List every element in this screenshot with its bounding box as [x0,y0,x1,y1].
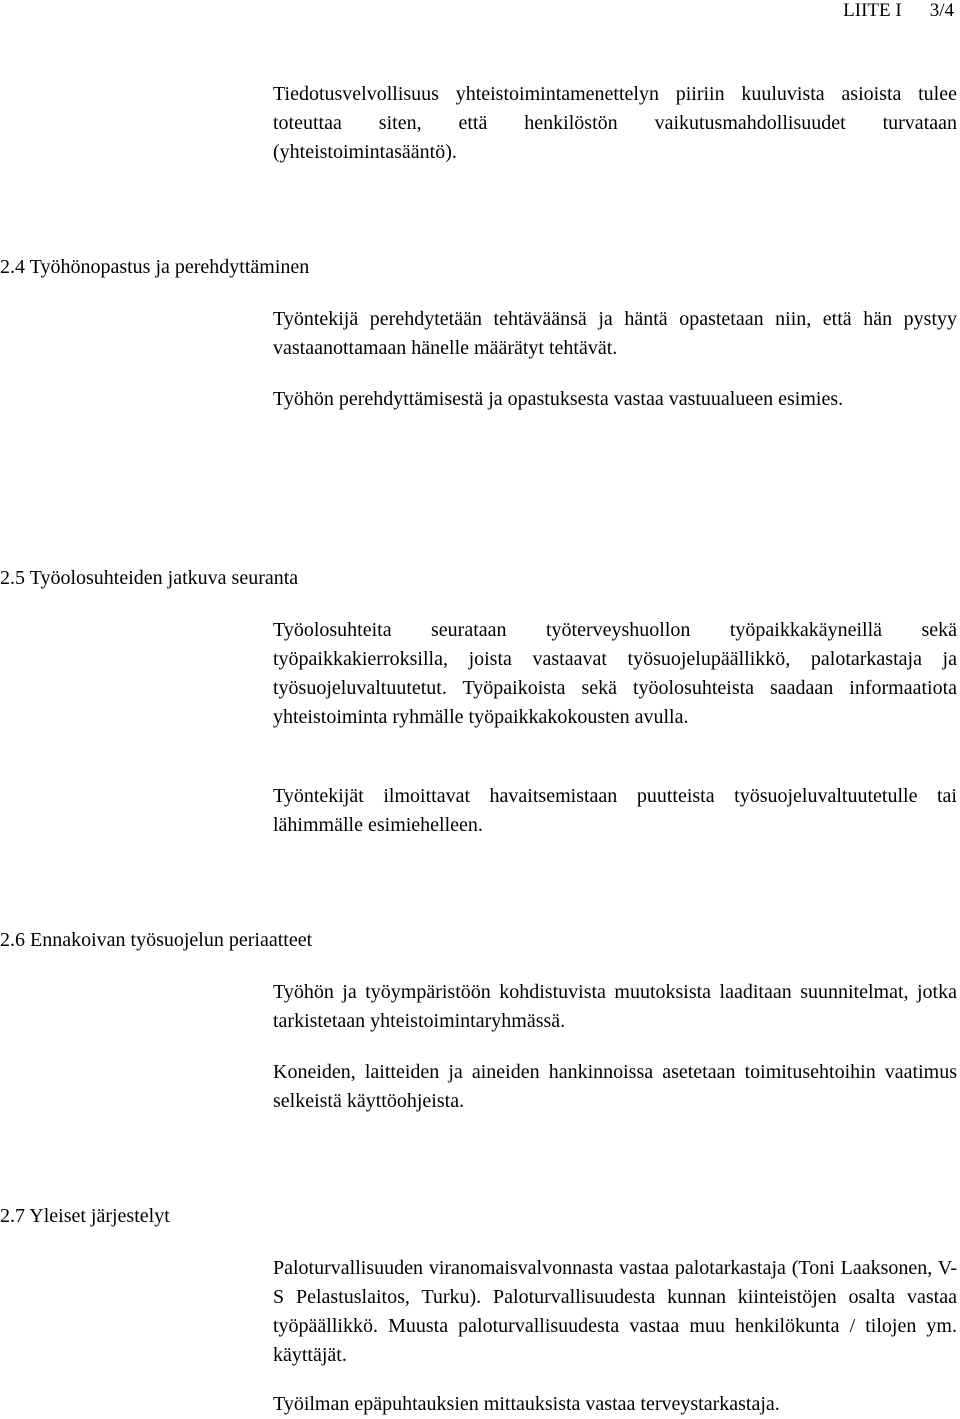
section-2-7-paragraph-2: Työilman epäpuhtauksien mittauksista vastaa terveystarkastaja. [273,1393,780,1415]
section-heading-2-5: 2.5 Työolosuhteiden jatkuva seuranta [0,567,299,589]
section-2-7-paragraph-1: Paloturvallisuuden viranomaisvalvonnasta vastaa palotarkastaja (Toni Laaksonen, V-S Pelastuslaitos, Turku). Paloturvallisuudesta kunnan kiinteistöjen osalta vastaa työpäällikkö. Muusta paloturvallisuudesta vastaa muu henkilökunta / tilojen ym. käyttäjät. [273,1257,957,1366]
page-header [843,0,954,22]
section-2-5-paragraph-2: Työntekijät ilmoittavat havaitsemistaan puutteista työsuojeluvaltuutetulle tai lähimmälle esimiehelleen. [273,785,957,836]
section-2-5-paragraph-1: Työolosuhteita seurataan työterveyshuollon työpaikkakäyneillä sekä työpaikkakierroksilla, joista vastaavat työsuojelupäällikkö, palotarkastaja ja työsuojeluvaltuutetut. Työpaikoista sekä työolosuhteista saadaan informaatiota yhteistoiminta ryhmälle työpaikkakokousten avulla. [273,619,957,728]
section-2-4-paragraph-2: Työhön perehdyttämisestä ja opastuksesta vastaa vastuualueen esimies. [273,388,844,410]
section-2-4-paragraph-1: Työntekijä perehdytetään tehtäväänsä ja häntä opastetaan niin, että hän pystyy vastaanottamaan hänelle määrätyt tehtävät. [273,308,957,359]
page-number: 3/4 [929,0,954,21]
appendix-label: LIITE I [843,0,902,21]
section-heading-2-4: 2.4 Työhönopastus ja perehdyttäminen [0,256,310,278]
section-heading-2-6: 2.6 Ennakoivan työsuojelun periaatteet [0,929,313,951]
section-2-6-paragraph-1: Työhön ja työympäristöön kohdistuvista muutoksista laaditaan suunnitelmat, jotka tarkistetaan yhteistoimintaryhmässä. [273,981,957,1032]
intro-paragraph: Tiedotusvelvollisuus yhteistoimintamenettelyn piiriin kuuluvista asioista tulee toteuttaa siten, että henkilöstön vaikutusmahdollisuudet turvataan (yhteistoimintasääntö). [273,83,957,163]
section-2-6-paragraph-2: Koneiden, laitteiden ja aineiden hankinnoissa asetetaan toimitusehtoihin vaatimus selkeistä käyttöohjeista. [273,1061,957,1112]
section-heading-2-7: 2.7 Yleiset järjestelyt [0,1205,170,1227]
